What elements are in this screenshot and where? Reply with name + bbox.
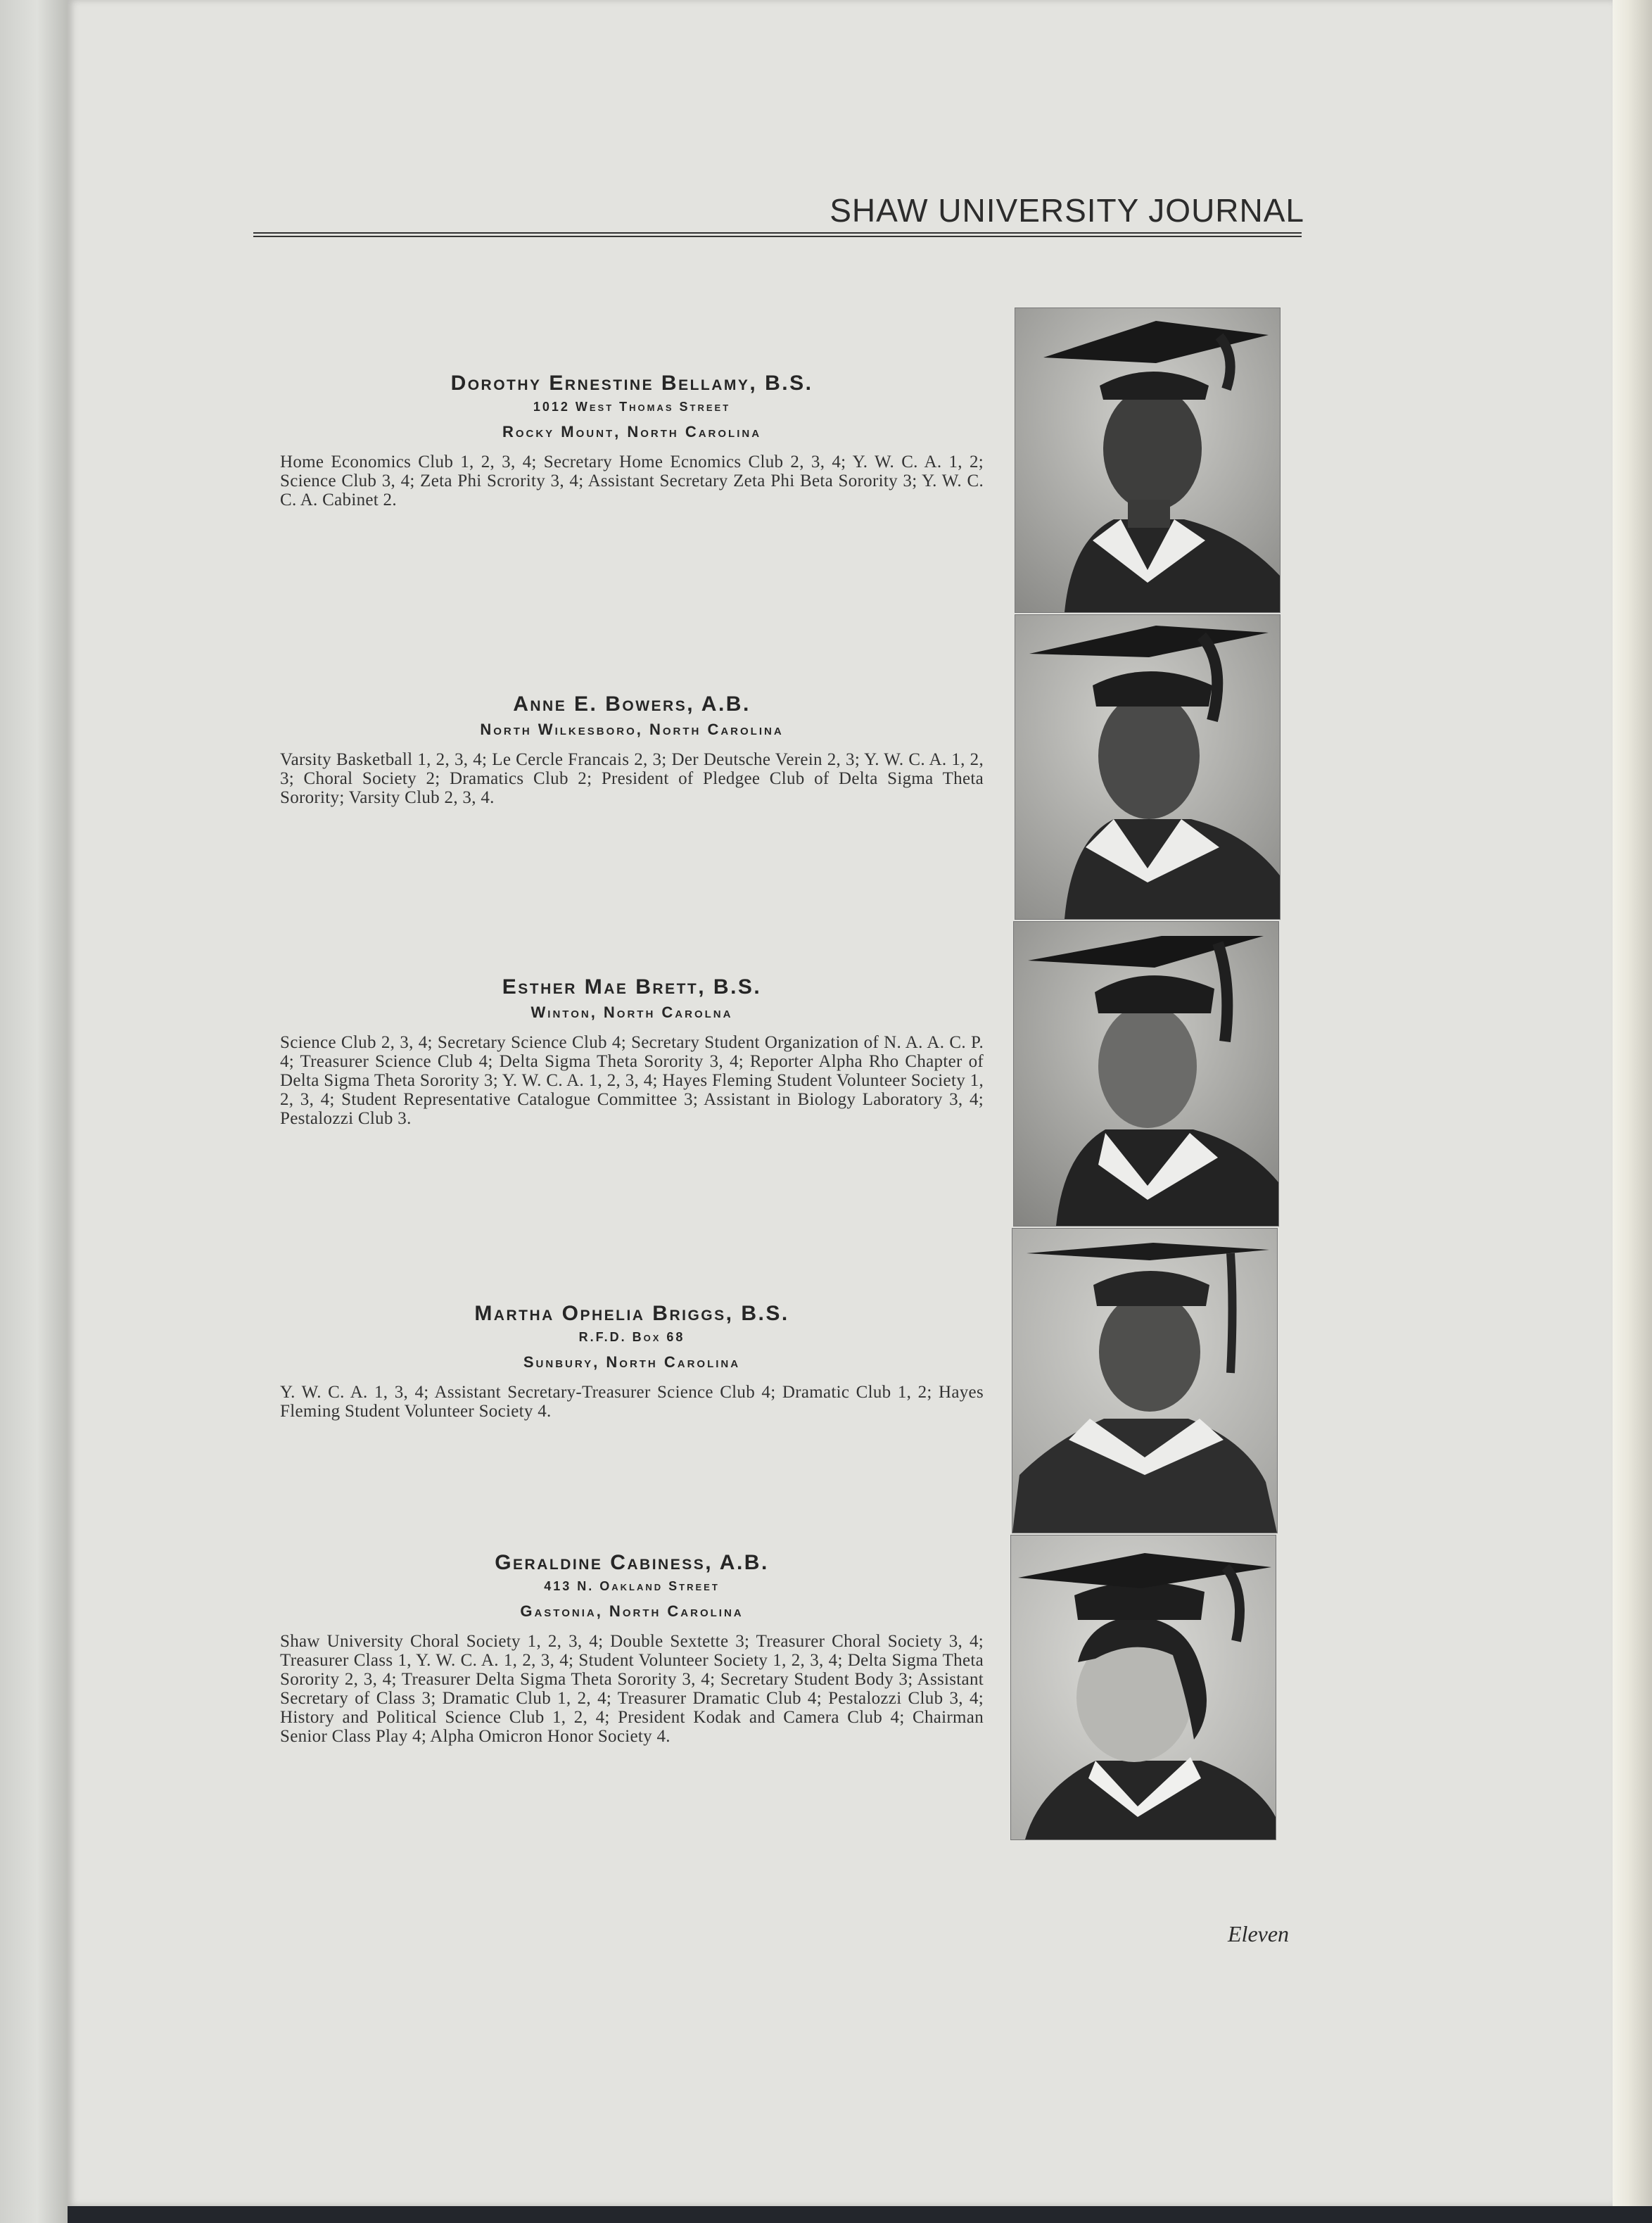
student-street: 413 N. Oakland Street	[544, 1579, 720, 1593]
journal-header-title: SHAW UNIVERSITY JOURNAL	[830, 192, 1304, 229]
student-name: Martha Ophelia Briggs, B.S.	[474, 1302, 789, 1325]
student-city: Gastonia, North Carolina	[520, 1602, 744, 1620]
portrait-photo-briggs	[1012, 1228, 1278, 1533]
student-activities: Y. W. C. A. 1, 3, 4; Assistant Secretary-Treasurer Science Club 4; Dramatic Club 1, 2; Hayes Fleming Student Volunteer Society 4.	[280, 1383, 984, 1421]
student-activities: Home Economics Club 1, 2, 3, 4; Secretary Home Ecnomics Club 2, 3, 4; Y. W. C. A. 1, 2; Science Club 3, 4; Zeta Phi Scrority 3, 4; Assistant Secretary Zeta Phi Beta Sorority 3; Y. W. C. C. A. Cabinet 2.	[280, 452, 984, 509]
student-name: Geraldine Cabiness, A.B.	[495, 1551, 769, 1574]
page-number: Eleven	[1228, 1921, 1290, 1946]
student-entry-brett	[280, 975, 984, 1128]
left-page-edge	[0, 0, 68, 2223]
student-city: Sunbury, North Carolina	[523, 1353, 741, 1371]
student-activities: Shaw University Choral Society 1, 2, 3, 4; Double Sextette 3; Treasurer Choral Society 3, 4; Treasurer Class 1, Y. W. C. A. 1, 2, 3, 4; Student Volunteer Society 1, 2, 3, 4; Delta Sigma Theta Sorority 2, 3, 4; Treasurer Delta Sigma Theta Sorority 3, 4; Secretary Student Body 3; Assistant Secretary of Class 3; Dramatic Club 1, 2, 4; Treasurer Dramatic Club 4; Pestalozzi Club 3, 4; History and Political Science Club 1, 2, 4; President Kodak and Camera Club 4; Chairman Senior Class Play 4; Alpha Omicron Honor Society 4.	[280, 1632, 984, 1746]
student-city: Winton, North Carolna	[530, 1003, 733, 1021]
student-activities: Science Club 2, 3, 4; Secretary Science Club 4; Secretary Student Organization of N. A. A. C. P. 4; Treasurer Science Club 4; Delta Sigma Theta Sorority 3, 4; Reporter Alpha Rho Chapter of Delta Sigma Theta Sorority 3; Y. W. C. A. 1, 2, 3, 4; Hayes Fleming Student Volunteer Society 1, 2, 3, 4; Student Representative Catalogue Committee 3; Assistant in Biology Laboratory 3, 4; Pestalozzi Club 3.	[280, 1033, 984, 1128]
portrait-photo-cabiness	[1010, 1535, 1276, 1840]
student-street: 1012 West Thomas Street	[533, 400, 731, 414]
portrait-photo-bowers	[1015, 614, 1281, 920]
portrait-photo-bellamy	[1015, 308, 1281, 613]
student-name: Anne E. Bowers, A.B.	[513, 692, 751, 716]
student-city: North Wilkesboro, North Carolina	[480, 721, 784, 738]
student-street: R.F.D. Box 68	[578, 1330, 685, 1344]
student-name: Esther Mae Brett, B.S.	[502, 975, 762, 999]
student-entry-bowers	[280, 692, 984, 807]
student-city: Rocky Mount, North Carolina	[502, 423, 762, 441]
portrait-photo-brett	[1013, 921, 1279, 1227]
header-rule	[253, 232, 1302, 237]
student-activities: Varsity Basketball 1, 2, 3, 4; Le Cercle Francais 2, 3; Der Deutsche Verein 2, 3; Y. W. C. A. 1, 2, 3; Choral Society 2; Dramatics Club 2; President of Pledgee Club of Delta Sigma Theta Sorority; Varsity Club 2, 3, 4.	[280, 750, 984, 807]
student-name: Dorothy Ernestine Bellamy, B.S.	[450, 372, 813, 395]
student-entry-cabiness	[280, 1551, 984, 1746]
student-entry-briggs	[280, 1302, 984, 1421]
right-page-edge	[1613, 0, 1652, 2206]
student-entry-bellamy	[280, 372, 984, 509]
